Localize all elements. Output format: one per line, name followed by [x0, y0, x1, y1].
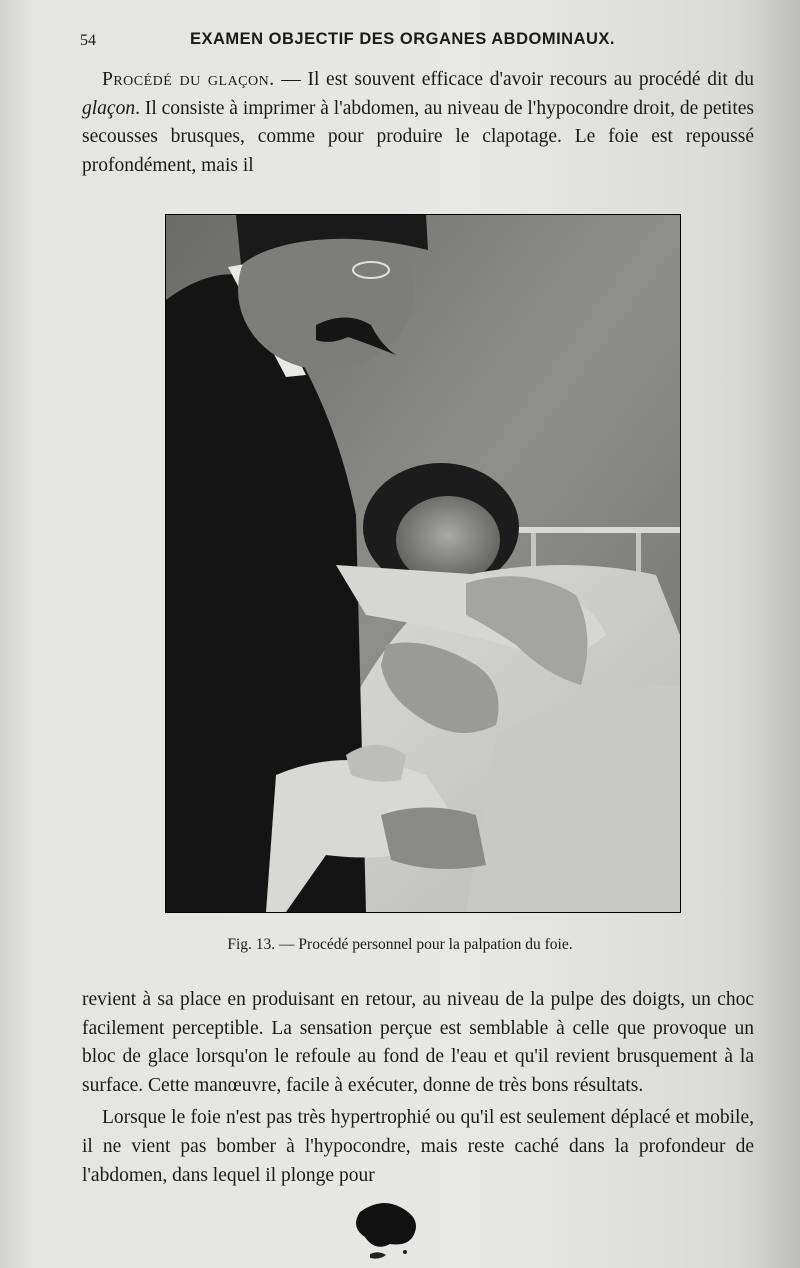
figure-caption: Fig. 13. — Procédé personnel pour la palpation du foie. [227, 936, 573, 953]
paragraph: Lorsque le foie n'est pas très hypertrophié ou qu'il est seulement déplacé et mobile, il ne vient pas bomber à l'hypocondre, mais reste caché dans la profondeur de l'abdomen, dans lequel il plonge pour [82, 1107, 754, 1186]
header-title: EXAMEN OBJECTIF DES ORGANES ABDOMINAUX. [190, 30, 616, 48]
paragraph-text: . Il consiste à imprimer à l'abdomen, au niveau de l'hypocondre droit, de petites secousses brusques, comme pour produire le clapotage. Le foie est repoussé profondément, mais il [82, 97, 755, 176]
paragraph-continuation [82, 986, 754, 1190]
ink-blot-stain [350, 1192, 430, 1262]
figure-photograph [165, 214, 681, 913]
paragraph-glacon [82, 66, 754, 180]
paragraph: revient à sa place en produisant en retour, au niveau de la pulpe des doigts, un choc facilement perceptible. La sensation perçue est semblable à celle que provoque un bloc de glace lorsqu'on le refoule au fond de l'eau et qu'il revient brusquement à la surface. Cette manœuvre, facile à exécuter, donne de très bons résultats. [82, 989, 754, 1096]
italic-term: glaçon [82, 97, 136, 119]
paragraph [82, 66, 754, 180]
page-number: 54 [80, 32, 96, 49]
photograph-illustration [166, 215, 680, 912]
running-head [80, 30, 780, 56]
section-lead-in: Procédé du glaçon. [102, 69, 275, 90]
paragraph-text: — Il est souvent efficace d'avoir recours au procédé dit du [274, 69, 754, 90]
